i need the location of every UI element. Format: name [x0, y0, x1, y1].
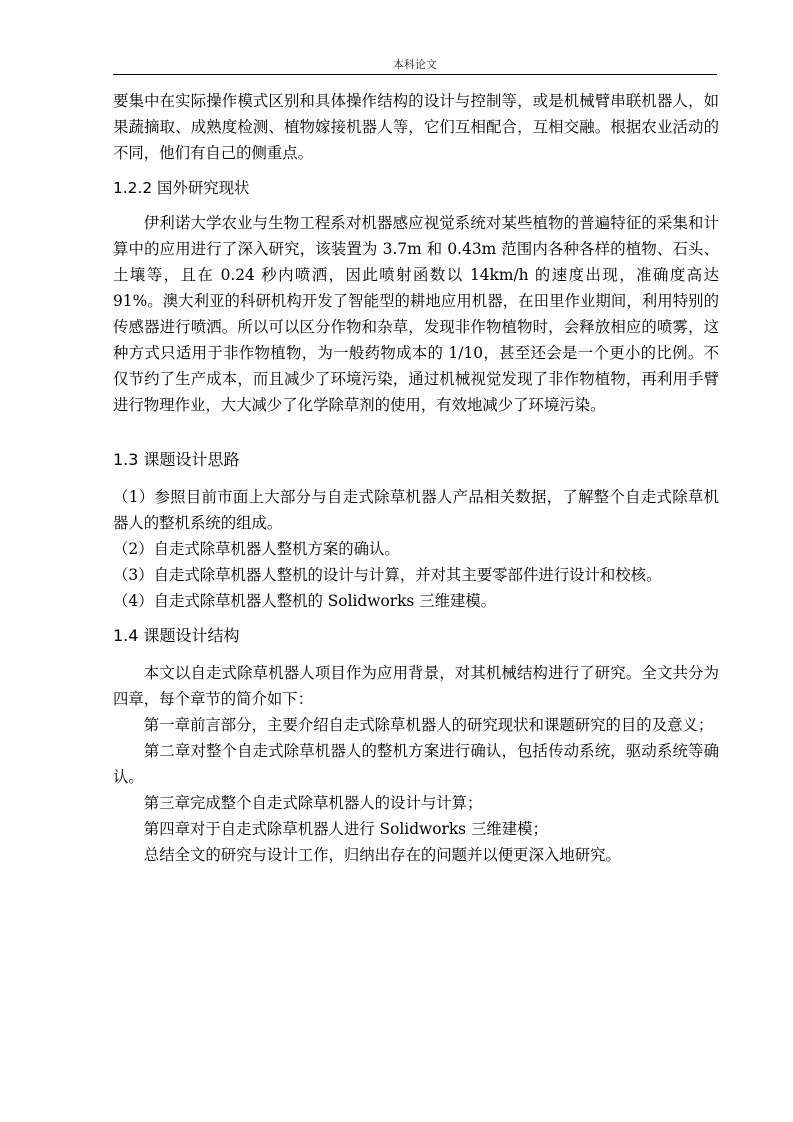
design-item: （1）参照目前市面上大部分与自走式除草机器人产品相关数据，了解整个自走式除草机器人的整机系统的组成。 [113, 488, 719, 532]
design-item: （4）自走式除草机器人整机的 Solidworks 三维建模。 [113, 592, 497, 610]
structure-paragraph: 总结全文的研究与设计工作，归纳出存在的问题并以便更深入地研究。 [143, 846, 621, 864]
structure-paragraph: 第四章对于自走式除草机器人进行 Solidworks 三维建模； [143, 820, 548, 838]
header-rule [113, 74, 717, 75]
section-heading-1-3: 1.3 课题设计思路 [113, 450, 240, 469]
design-item: （2）自走式除草机器人整机方案的确认。 [113, 540, 400, 558]
section-heading-1-4: 1.4 课题设计结构 [113, 626, 240, 645]
structure-paragraph: 本文以自走式除草机器人项目作为应用背景，对其机械结构进行了研究。全文共分为四章，每个章节的简介如下： [113, 664, 719, 708]
running-header: 本科论文 [393, 58, 437, 71]
section-heading-1-2-2: 1.2.2 国外研究现状 [113, 179, 250, 197]
intro-paragraph: 要集中在实际操作模式区别和具体操作结构的设计与控制等，或是机械臂串联机器人，如果蔬摘取、成熟度检测、植物嫁接机器人等，它们互相配合，互相交融。根据农业活动的不同，他们有自己的侧重点。 [113, 92, 719, 162]
design-item: （3）自走式除草机器人整机的设计与计算，并对其主要零部件进行设计和校核。 [113, 566, 662, 584]
page-body [113, 88, 719, 868]
structure-paragraph: 第二章对整个自走式除草机器人的整机方案进行确认，包括传动系统，驱动系统等确认。 [113, 742, 719, 786]
foreign-research-paragraph: 伊利诺大学农业与生物工程系对机器感应视觉系统对某些植物的普遍特征的采集和计算中的应用进行了深入研究，该装置为 3.7m 和 0.43m 范围内各种各样的植物、石头、土壤等，且在 0.24 秒内喷洒，因此喷射函数以 14km/h 的速度出现，准确度高达 91%。澳大利亚的科研机构开发了智能型的耕地应用机器，在田里作业期间，利用特别的传感器进行喷洒。所以可以区分作物和杂草，发现非作物植物时，会释放相应的喷雾，这种方式只适用于非作物植物，为一般药物成本的 1/10，甚至还会是一个更小的比例。不仅节约了生产成本，而且减少了环境污染，通过机械视觉发现了非作物植物，再利用手臂进行物理作业，大大减少了化学除草剂的使用，有效地减少了环境污染。 [113, 214, 719, 414]
structure-paragraph: 第一章前言部分，主要介绍自走式除草机器人的研究现状和课题研究的目的及意义； [143, 716, 714, 734]
structure-paragraph: 第三章完成整个自走式除草机器人的设计与计算； [143, 794, 483, 812]
